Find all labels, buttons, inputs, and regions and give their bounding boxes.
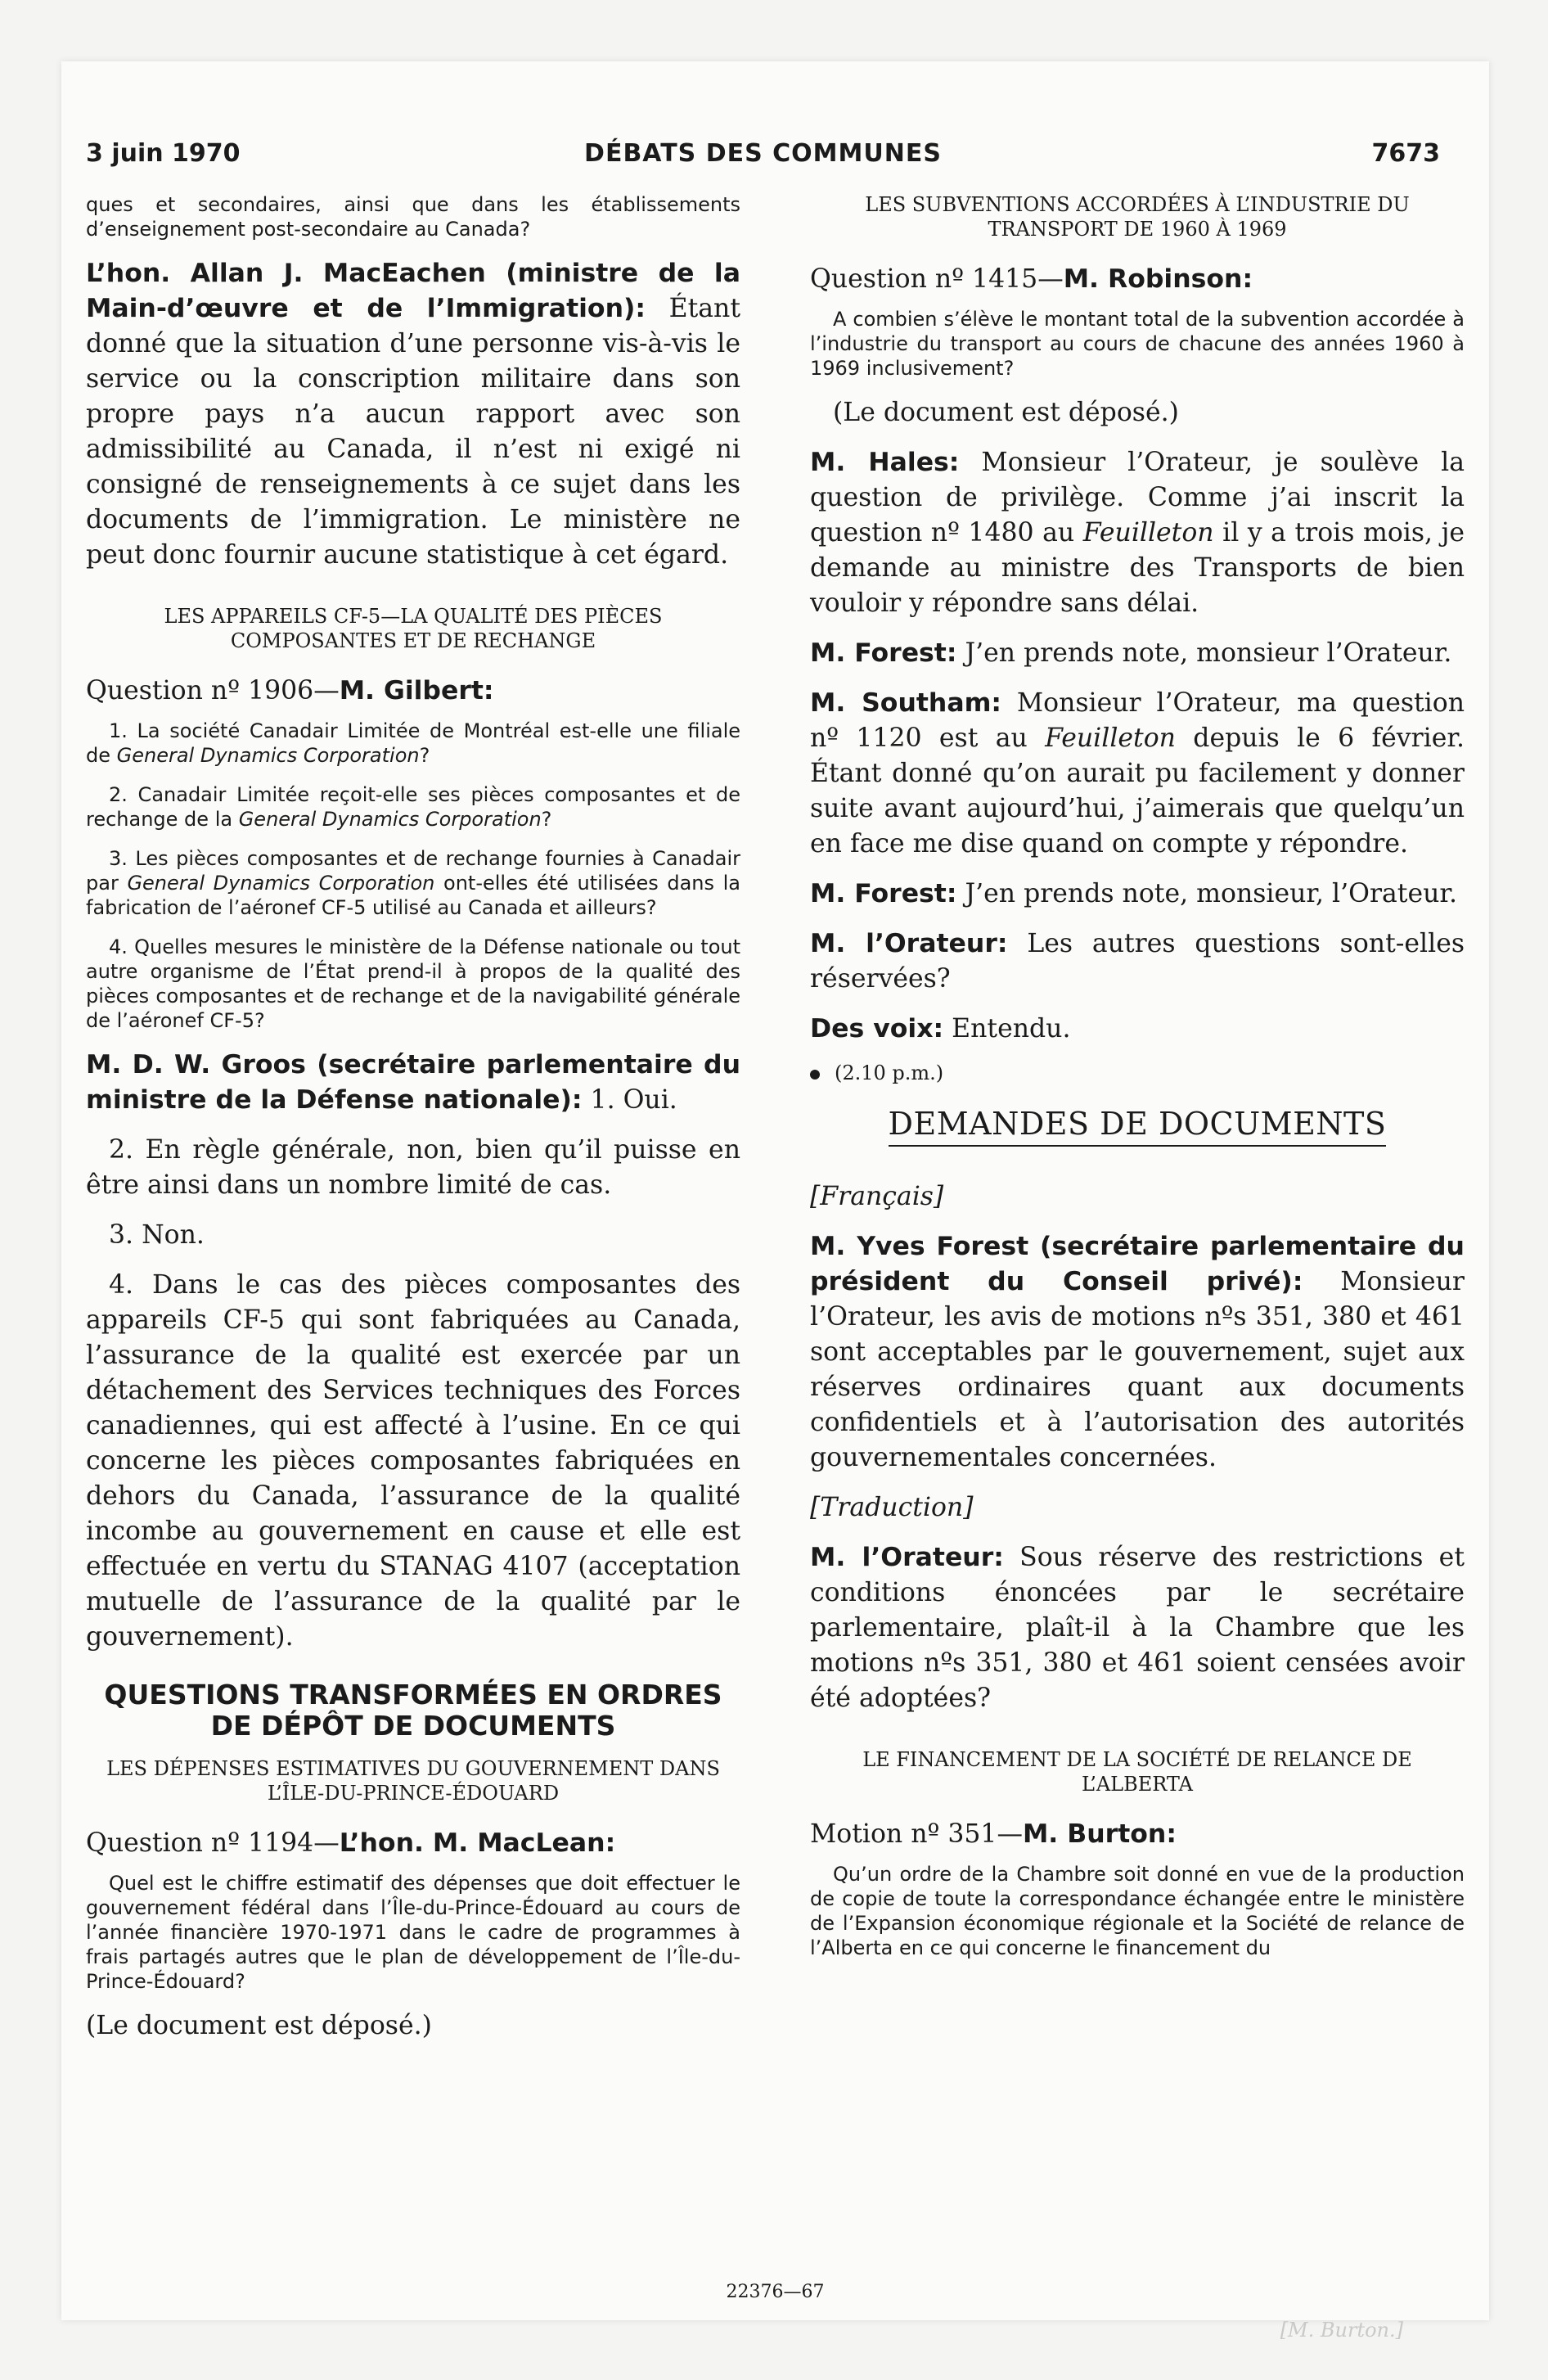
q1194-prefix: Question nº 1194— [86, 1828, 340, 1858]
southam-end: depuis le 6 février. Étant donné qu’on aurait pu facilement y donner suite avant aujourd’hui, j’aimerais que quelqu’un en face me dise quand on compte y répondre. [810, 723, 1465, 859]
right-doc-depose: (Le document est déposé.) [833, 398, 1179, 427]
heading-demandes [810, 1106, 1465, 1147]
q1906-prefix: Question nº 1906— [86, 676, 340, 705]
q1-end: ? [419, 744, 430, 767]
voix-speaker: Des voix: [810, 1014, 944, 1044]
bullet-icon [810, 1070, 820, 1080]
q3-emphasis: General Dynamics Corporation [127, 872, 435, 895]
q1415-prefix: Question nº 1415— [810, 264, 1064, 294]
q1906-item-3 [86, 846, 740, 920]
forest1-text: J’en prends note, monsieur l’Orateur. [956, 638, 1452, 668]
q1-emphasis: General Dynamics Corporation [116, 744, 420, 767]
q2-emphasis: General Dynamics Corporation [238, 808, 542, 831]
forest2-text: J’en prends note, monsieur, l’Orateur. [956, 879, 1457, 908]
orateur1-speaker: M. l’Orateur: [810, 929, 1008, 958]
time-text: (2.10 p.m.) [835, 1062, 944, 1084]
heading-financement: LE FINANCEMENT DE LA SOCIÉTÉ DE RELANCE DE L’ALBERTA [862, 1748, 1412, 1796]
footer-code: 22376—67 [726, 2282, 825, 2302]
forest1-speaker: M. Forest: [810, 638, 957, 668]
groos-answer [86, 1048, 740, 1118]
page-header [86, 139, 1440, 172]
voix-statement [810, 1012, 1465, 1047]
q1194-speaker: L’hon. M. MacLean: [339, 1828, 616, 1858]
heading-subventions: LES SUBVENTIONS ACCORDÉES À L’INDUSTRIE DU TRANSPORT DE 1960 À 1969 [865, 193, 1410, 241]
southam-speaker: M. Southam: [810, 688, 1002, 718]
question-1415 [810, 263, 1465, 295]
maceachen-speaker: L’hon. Allan J. MacEachen (ministre de la Main-d’œuvre et de l’Immigration): [86, 259, 740, 323]
q1906-item-4: 4. Quelles mesures le ministère de la Défense nationale ou tout autre organisme de l’État prend-il à propos de la qualité des pièces composantes et de rechange et de la navigabilité générale de l’aéronef CF-5? [86, 935, 740, 1032]
header-page-number: 7673 [1371, 139, 1440, 168]
q1415-text: A combien s’élève le montant total de la subvention accordée à l’industrie du transport au cours de chacune des années 1960 à 1969 inclusivement? [810, 308, 1465, 380]
right-column [810, 192, 1465, 1975]
maceachen-answer [86, 256, 740, 573]
time-stamp [810, 1062, 1465, 1084]
intro-text: ques et secondaires, ainsi que dans les établissements d’enseignement post-secondaire au Canada? [86, 193, 740, 241]
q2-end: ? [541, 808, 552, 831]
hales-end: il y a trois mois, je demande au ministre des Transports de bien vouloir y répondre sans délai. [810, 518, 1465, 618]
left-doc-depose: (Le document est déposé.) [86, 2011, 432, 2040]
voix-text: Entendu. [943, 1014, 1071, 1044]
q2-text: 2. Canadair Limitée reçoit-elle ses pièces composantes et de rechange de la [86, 783, 740, 831]
orateur2-speaker: M. l’Orateur: [810, 1543, 1004, 1572]
header-title: DÉBATS DES COMMUNES [584, 139, 942, 168]
motion-speaker: M. Burton: [1022, 1819, 1177, 1849]
heading-depenses: LES DÉPENSES ESTIMATIVES DU GOUVERNEMENT DANS L’ÎLE-DU-PRINCE-ÉDOUARD [106, 1757, 720, 1805]
question-1194 [86, 1827, 740, 1859]
groos-1: 1. Oui. [582, 1085, 677, 1115]
q1415-speaker: M. Robinson: [1063, 264, 1253, 294]
q1906-speaker: M. Gilbert: [339, 676, 494, 705]
yves-forest-statement [810, 1229, 1465, 1476]
heading-questions-transformees: QUESTIONS TRANSFORMÉES EN ORDRES DE DÉPÔT DE DOCUMENTS [104, 1679, 722, 1742]
q3-text: 3. Les pièces composantes et de rechange fournies à Canadair par [86, 847, 740, 895]
heading-cf5: LES APPAREILS CF-5—LA QUALITÉ DES PIÈCES COMPOSANTES ET DE RECHANGE [164, 605, 663, 652]
forest2-speaker: M. Forest: [810, 879, 957, 908]
orateur1-text: Les autres questions sont-elles réservées? [810, 929, 1465, 994]
yves-text: Monsieur l’Orateur, les avis de motions nºs 351, 380 et 461 sont acceptables par le gouvernement, sujet aux réserves ordinaires quant aux documents confidentiels et à l’autorisation des autorités gouvernementales concernées. [810, 1267, 1465, 1472]
motion-351 [810, 1818, 1465, 1850]
maceachen-text: Étant donné que la situation d’une personne vis-à-vis le service ou la conscription militaire dans son propre pays n’a aucun rapport avec son admissibilité au Canada, il n’est ni exigé ni consigné de renseignements à ce sujet dans les documents de l’immigration. Le ministère ne peut donc fournir aucune statistique à cet égard. [86, 294, 740, 570]
q1906-item-1 [86, 719, 740, 768]
francais-tag: [Français] [810, 1182, 944, 1211]
q1906-item-2 [86, 782, 740, 832]
forest-reply-1 [810, 636, 1465, 671]
heading-demandes-text: DEMANDES DE DOCUMENTS [889, 1106, 1387, 1147]
q1-text: 1. La société Canadair Limitée de Montréal est-elle une filiale de [86, 719, 740, 767]
groos-4: 4. Dans le cas des pièces composantes des appareils CF-5 qui sont fabriquées au Canada, l’assurance de la qualité est exercée par un détachement des Services techniques des Forces canadiennes, qui est affecté à l’usine. En ce qui concerne les pièces composantes fabriquées en dehors du Canada, l’assurance de la qualité incombe au gouvernement en cause et elle est effectuée en vertu du STANAG 4107 (acceptation mutuelle de l’assurance de la qualité par le gouvernement). [86, 1270, 740, 1652]
traduction-tag: [Traduction] [810, 1493, 974, 1522]
orateur-statement-2 [810, 1540, 1465, 1716]
q3-end: ont-elles été utilisées dans la fabrication de l’aéronef CF-5 utilisé au Canada et ailleurs? [86, 872, 740, 919]
orateur2-text: Sous réserve des restrictions et conditions énoncées par le secrétaire parlementaire, plaît-il à la Chambre que les motions nºs 351, 380 et 461 soient censées avoir été adoptées? [810, 1543, 1465, 1713]
motion-prefix: Motion nº 351— [810, 1819, 1023, 1849]
southam-statement [810, 686, 1465, 862]
question-1906 [86, 674, 740, 707]
forest-reply-2 [810, 877, 1465, 912]
header-date: 3 juin 1970 [86, 139, 241, 168]
hales-emphasis: Feuilleton [1082, 518, 1214, 548]
groos-speaker: M. D. W. Groos (secrétaire parlementaire du ministre de la Défense nationale): [86, 1050, 740, 1115]
hales-speaker: M. Hales: [810, 448, 960, 477]
q1194-text: Quel est le chiffre estimatif des dépenses que doit effectuer le gouvernement fédéral dans l’Île-du-Prince-Édouard au cours de l’année financière 1970-1971 dans le cadre de programmes à frais partagés autres que le plan de développement de l’Île-du-Prince-Édouard? [86, 1872, 740, 1993]
groos-2: 2. En règle générale, non, bien qu’il puisse en être ainsi dans un nombre limité de cas. [86, 1135, 740, 1200]
groos-3: 3. Non. [109, 1220, 205, 1250]
southam-emphasis: Feuilleton [1045, 723, 1176, 753]
bleed-through-text: [M. Burton.] [1280, 2319, 1403, 2342]
orateur-statement-1 [810, 926, 1465, 997]
hales-text: Monsieur l’Orateur, je soulève la question de privilège. Comme j’ai inscrit la question nº 1480 au [810, 448, 1465, 548]
southam-text: Monsieur l’Orateur, ma question nº 1120 est au [810, 688, 1465, 753]
left-column [86, 192, 740, 2058]
page-sheet [61, 61, 1489, 2342]
hales-statement [810, 445, 1465, 621]
yves-speaker: M. Yves Forest (secrétaire parlementaire du président du Conseil privé): [810, 1232, 1465, 1296]
motion-text: Qu’un ordre de la Chambre soit donné en vue de la production de copie de toute la correspondance échangée entre le ministère de l’Expansion économique régionale et la Société de relance de l’Alberta en ce qui concerne le financement du [810, 1863, 1465, 1959]
